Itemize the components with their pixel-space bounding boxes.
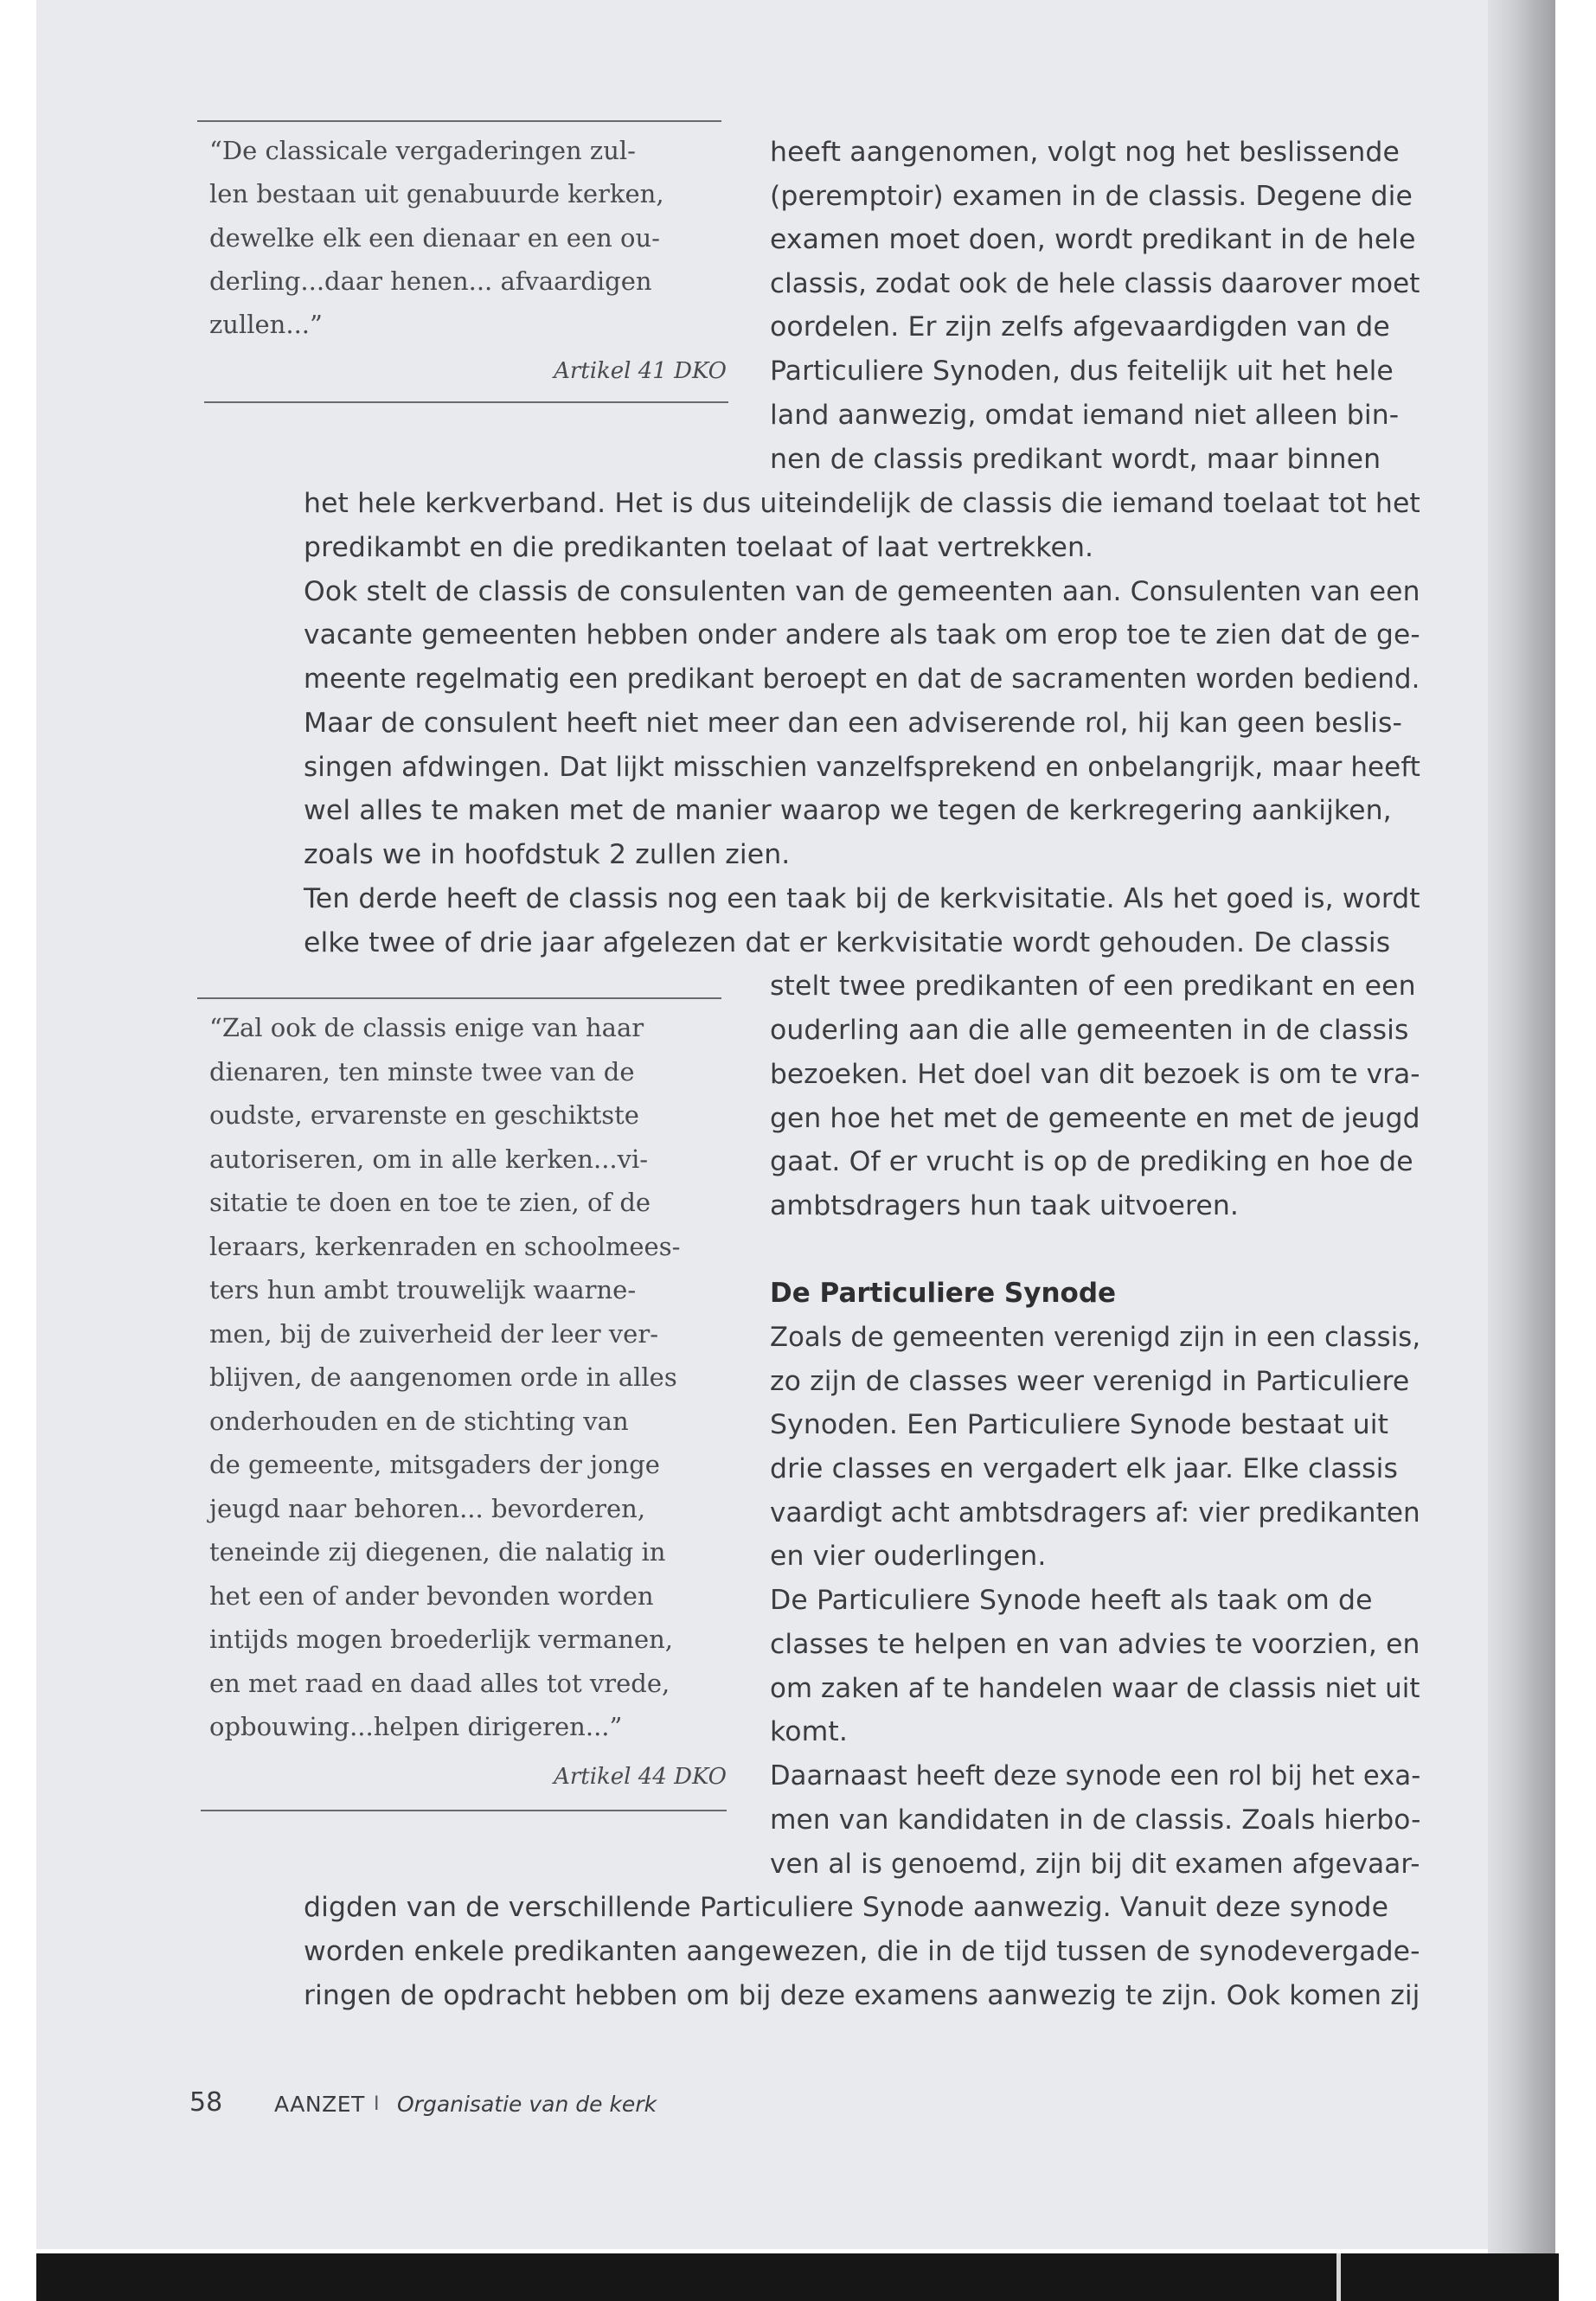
body-line: bezoeken. Het doel van dit bezoek is om te vra- bbox=[770, 1059, 1420, 1090]
body-line: ambtsdragers hun taak uitvoeren. bbox=[770, 1190, 1240, 1221]
quote-line: oudste, ervarenste en geschiktste bbox=[209, 1100, 639, 1130]
quote-line: “Zal ook de classis enige van haar bbox=[209, 1013, 644, 1042]
body-line: het hele kerkverband. Het is dus uiteindelijk de classis die iemand toelaat tot het bbox=[304, 488, 1420, 519]
body-line: land aanwezig, omdat iemand niet alleen bin- bbox=[770, 400, 1400, 431]
body-line: Maar de consulent heeft niet meer dan een adviserende rol, hij kan geen beslis- bbox=[304, 708, 1402, 739]
body-line: gaat. Of er vrucht is op de prediking en hoe de bbox=[770, 1146, 1413, 1177]
quote-line: ters hun ambt trouwelijk waarne- bbox=[209, 1275, 637, 1304]
body-line: men van kandidaten in de classis. Zoals hierbo- bbox=[770, 1804, 1421, 1836]
body-line: ringen de opdracht hebben om bij deze examens aanwezig te zijn. Ook komen zij bbox=[304, 1980, 1420, 2011]
body-line: om zaken af te handelen waar de classis niet uit bbox=[770, 1673, 1420, 1704]
book-spine-shadow bbox=[1488, 0, 1555, 2301]
quote-line: intijds mogen broederlijk vermanen, bbox=[209, 1625, 674, 1654]
scan-edge-notch bbox=[1336, 2253, 1341, 2301]
quote-attribution: Artikel 44 DKO bbox=[554, 1764, 727, 1790]
section-heading: De Particuliere Synode bbox=[770, 1278, 1117, 1309]
body-line: classis, zodat ook de hele classis daarover moet bbox=[770, 268, 1420, 299]
body-line: wel alles te maken met de manier waarop we tegen de kerkregering aankijken, bbox=[304, 795, 1392, 826]
quote-line: onderhouden en de stichting van bbox=[209, 1407, 629, 1436]
body-line: ouderling aan die alle gemeenten in de classis bbox=[770, 1015, 1409, 1046]
body-line: gen hoe het met de gemeente en met de jeugd bbox=[770, 1103, 1420, 1134]
quote-rule-bottom bbox=[201, 1810, 727, 1811]
quote-line: dewelke elk een dienaar en een ou- bbox=[209, 223, 660, 253]
quote-line: “De classicale vergaderingen zul- bbox=[209, 136, 636, 165]
body-line: worden enkele predikanten aangewezen, die in de tijd tussen de synodevergade- bbox=[304, 1936, 1420, 1967]
quote-line: leraars, kerkenraden en schoolmees- bbox=[209, 1232, 681, 1261]
body-line: drie classes en vergadert elk jaar. Elke classis bbox=[770, 1453, 1399, 1484]
quote-line: teneinde zij diegenen, die nalatig in bbox=[209, 1537, 666, 1567]
body-line: Zoals de gemeenten verenigd zijn in een classis, bbox=[770, 1322, 1421, 1353]
body-line: Ook stelt de classis de consulenten van de gemeenten aan. Consulenten van een bbox=[304, 576, 1420, 607]
quote-line: len bestaan uit genabuurde kerken, bbox=[209, 179, 664, 208]
body-line: examen moet doen, wordt predikant in de hele bbox=[770, 224, 1416, 255]
body-line: ven al is genoemd, zijn bij dit examen afgevaar- bbox=[770, 1849, 1420, 1880]
quote-line: jeugd naar behoren... bevorderen, bbox=[209, 1494, 646, 1523]
quote-rule-top bbox=[197, 120, 721, 122]
body-line: classes te helpen en van advies te voorzien, en bbox=[770, 1629, 1420, 1660]
footer-separator: I bbox=[374, 2093, 380, 2115]
body-line: nen de classis predikant wordt, maar binnen bbox=[770, 444, 1381, 475]
body-line: meente regelmatig een predikant beroept en dat de sacramenten worden bediend. bbox=[304, 663, 1420, 695]
body-line: vaardigt acht ambtsdragers af: vier predikanten bbox=[770, 1497, 1420, 1529]
body-line: Particuliere Synoden, dus feitelijk uit het hele bbox=[770, 356, 1394, 387]
body-line: zoals we in hoofdstuk 2 zullen zien. bbox=[304, 839, 791, 870]
body-line: heeft aangenomen, volgt nog het beslissende bbox=[770, 137, 1400, 168]
page-number: 58 bbox=[189, 2087, 223, 2118]
body-line: vacante gemeenten hebben onder andere als taak om erop toe te zien dat de ge- bbox=[304, 619, 1420, 651]
quote-line: opbouwing...helpen dirigeren...” bbox=[209, 1712, 623, 1741]
body-line: digden van de verschillende Particuliere Synode aanwezig. Vanuit deze synode bbox=[304, 1892, 1389, 1923]
quote-line: en met raad en daad alles tot vrede, bbox=[209, 1669, 670, 1698]
body-line: Synoden. Een Particuliere Synode bestaat uit bbox=[770, 1409, 1389, 1440]
body-line: (peremptoir) examen in de classis. Degene die bbox=[770, 181, 1413, 212]
body-line: komt. bbox=[770, 1716, 848, 1747]
quote-line: het een of ander bevonden worden bbox=[209, 1581, 654, 1611]
quote-attribution: Artikel 41 DKO bbox=[554, 358, 727, 384]
body-line: zo zijn de classes weer verenigd in Particuliere bbox=[770, 1366, 1410, 1397]
quote-line: de gemeente, mitsgaders der jonge bbox=[209, 1450, 660, 1479]
series-title: AANZET bbox=[274, 2092, 365, 2117]
body-line: en vier ouderlingen. bbox=[770, 1541, 1047, 1572]
quote-line: derling...daar henen... afvaardigen bbox=[209, 266, 652, 296]
body-line: Ten derde heeft de classis nog een taak bij de kerkvisitatie. Als het goed is, wordt bbox=[304, 883, 1420, 914]
body-line: Daarnaast heeft deze synode een rol bij het exa- bbox=[770, 1760, 1421, 1791]
body-line: oordelen. Er zijn zelfs afgevaardigden van de bbox=[770, 311, 1390, 343]
chapter-title: Organisatie van de kerk bbox=[397, 2092, 657, 2117]
quote-line: blijven, de aangenomen orde in alles bbox=[209, 1362, 677, 1392]
scan-bottom-edge bbox=[36, 2253, 1559, 2301]
quote-line: dienaren, ten minste twee van de bbox=[209, 1057, 635, 1086]
body-line: De Particuliere Synode heeft als taak om de bbox=[770, 1585, 1373, 1616]
quote-line: sitatie te doen en toe te zien, of de bbox=[209, 1188, 651, 1217]
quote-line: men, bij de zuiverheid der leer ver- bbox=[209, 1319, 658, 1349]
quote-line: autoriseren, om in alle kerken...vi- bbox=[209, 1144, 649, 1174]
quote-line: zullen...” bbox=[209, 310, 323, 339]
body-line: stelt twee predikanten of een predikant en een bbox=[770, 971, 1416, 1002]
body-line: elke twee of drie jaar afgelezen dat er kerkvisitatie wordt gehouden. De classis bbox=[304, 927, 1391, 958]
quote-rule-bottom bbox=[204, 401, 728, 403]
quote-rule-top bbox=[197, 997, 721, 999]
body-line: predikambt en die predikanten toelaat of laat vertrekken. bbox=[304, 532, 1094, 563]
body-line: singen afdwingen. Dat lijkt misschien vanzelfsprekend en onbelangrijk, maar heeft bbox=[304, 752, 1421, 783]
